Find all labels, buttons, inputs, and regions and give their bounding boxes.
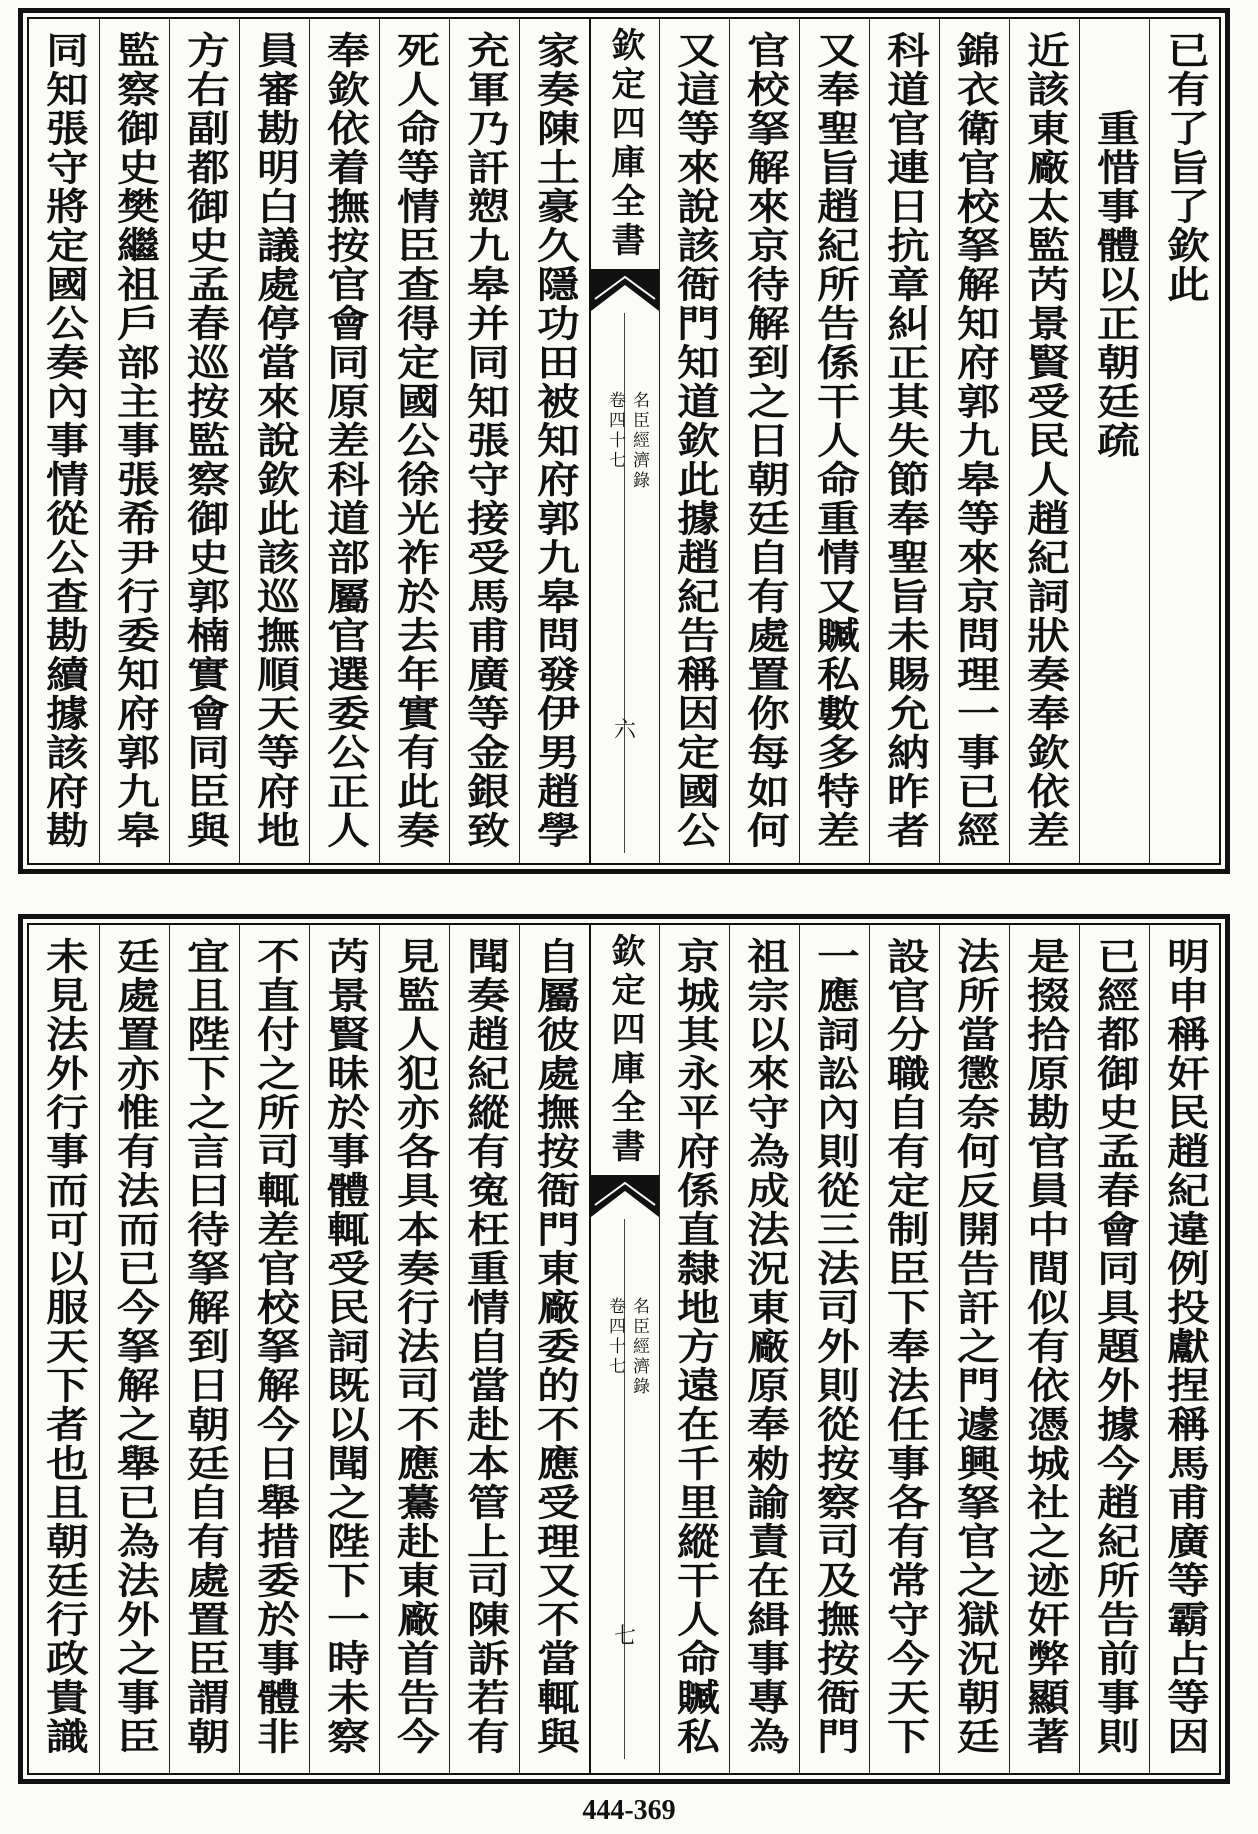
column-text: 奉欽依着撫按官會同原差科道部屬官選委公正人 bbox=[319, 31, 371, 850]
text-column bbox=[519, 925, 589, 1773]
text-column bbox=[29, 925, 99, 1773]
bottom-page-frame bbox=[27, 923, 1221, 1775]
text-column bbox=[99, 19, 169, 863]
column-text: 監察御史樊繼祖戶部主事張希尹行委知府郭九皋 bbox=[109, 31, 161, 850]
text-column bbox=[1149, 925, 1219, 1773]
column-text: 是掇拾原勘官員中間似有依憑城社之迹奸弊顯著 bbox=[1019, 937, 1071, 1756]
bottom-page-panel bbox=[18, 914, 1230, 1784]
column-text: 法所當懲奈何反開告訐之門遽興拏官之獄況朝廷 bbox=[949, 937, 1001, 1756]
collection-title: 欽定四庫全書 bbox=[605, 933, 645, 1167]
fishtail-mark-icon bbox=[591, 1175, 659, 1219]
leaf-number: 七 bbox=[613, 1624, 636, 1649]
text-column bbox=[309, 19, 379, 863]
text-column bbox=[169, 19, 239, 863]
text-column bbox=[239, 925, 309, 1773]
column-text: 充軍乃訐愬九皋并同知張守接受馬甫廣等金銀致 bbox=[459, 31, 511, 850]
text-column bbox=[1079, 925, 1149, 1773]
text-column bbox=[1149, 19, 1219, 863]
text-column bbox=[729, 925, 799, 1773]
text-column bbox=[939, 925, 1009, 1773]
column-text: 近該東廠太監芮景賢受民人趙紀詞狀奏奉欽依差 bbox=[1019, 31, 1071, 850]
volume-number: 卷四十七 bbox=[605, 1297, 625, 1377]
column-text: 科道官連日抗章糾正其失節奉聖旨未賜允納昨者 bbox=[879, 31, 931, 850]
book-title: 名臣經濟錄 bbox=[629, 391, 649, 491]
top-page-frame bbox=[27, 17, 1221, 865]
text-column bbox=[799, 925, 869, 1773]
text-column bbox=[239, 19, 309, 863]
column-text: 自屬彼處撫按衙門東廠委的不應受理又不當輒與 bbox=[529, 937, 581, 1756]
column-text: 明申稱奸民趙紀違例投獻捏稱馬甫廣等霸占等因 bbox=[1159, 937, 1211, 1756]
center-fold-column bbox=[589, 925, 659, 1773]
text-column bbox=[1009, 925, 1079, 1773]
text-column bbox=[659, 19, 729, 863]
column-text: 已經都御史孟春會同具題外據今趙紀所告前事則 bbox=[1089, 937, 1141, 1756]
memorial-title: 重惜事體以正朝廷疏 bbox=[1089, 109, 1141, 460]
scan-page-label: 444-369 bbox=[582, 1795, 676, 1826]
column-text: 已有了旨了欽此 bbox=[1159, 31, 1211, 304]
text-column bbox=[379, 19, 449, 863]
column-text: 未見法外行事而可以服天下者也且朝廷行政貴識 bbox=[38, 937, 90, 1756]
fishtail-mark-icon bbox=[591, 269, 659, 313]
text-column bbox=[169, 925, 239, 1773]
volume-number: 卷四十七 bbox=[605, 391, 625, 471]
text-column bbox=[29, 19, 99, 863]
text-column bbox=[379, 925, 449, 1773]
text-column bbox=[869, 925, 939, 1773]
text-column bbox=[519, 19, 589, 863]
text-column bbox=[729, 19, 799, 863]
column-text: 又這等來說該衙門知道欽此據趙紀告稱因定國公 bbox=[669, 31, 721, 850]
column-text: 官校拏解來京待解到之日朝廷自有處置你每如何 bbox=[739, 31, 791, 850]
text-column bbox=[869, 19, 939, 863]
column-text: 方右副都御史孟春巡按監察御史郭楠實會同臣與 bbox=[179, 31, 231, 850]
text-column bbox=[309, 925, 379, 1773]
column-text: 聞奏趙紀縱有寃枉重情自當赴本管上司陳訴若有 bbox=[459, 937, 511, 1756]
text-column bbox=[1009, 19, 1079, 863]
column-text: 祖宗以來守為成法況東廠原奉勑諭責在緝事專為 bbox=[739, 937, 791, 1756]
text-column bbox=[939, 19, 1009, 863]
text-column bbox=[99, 925, 169, 1773]
column-text: 廷處置亦惟有法而已今拏解之舉已為法外之事臣 bbox=[109, 937, 161, 1756]
text-column bbox=[449, 925, 519, 1773]
column-text: 宜且陛下之言曰待拏解到日朝廷自有處置臣謂朝 bbox=[179, 937, 231, 1756]
text-column bbox=[799, 19, 869, 863]
leaf-number: 六 bbox=[613, 718, 636, 743]
column-text: 不直付之所司輒差官校拏解今日舉措委於事體非 bbox=[249, 937, 301, 1756]
text-column bbox=[659, 925, 729, 1773]
column-text: 又奉聖旨趙紀所告係干人命重情又贓私數多特差 bbox=[809, 31, 861, 850]
column-text: 錦衣衛官校拏解知府郭九皋等來京問理一事已經 bbox=[949, 31, 1001, 850]
center-fold-column bbox=[589, 19, 659, 863]
column-text: 同知張守將定國公奏內事情從公查勘續據該府勘 bbox=[38, 31, 90, 850]
book-title: 名臣經濟錄 bbox=[629, 1297, 649, 1397]
column-text: 京城其永平府係直隸地方遠在千里縱干人命贓私 bbox=[669, 937, 721, 1756]
column-text: 一應詞訟內則從三法司外則從按察司及撫按衙門 bbox=[809, 937, 861, 1756]
collection-title: 欽定四庫全書 bbox=[605, 27, 645, 261]
column-text: 設官分職自有定制臣下奉法任事各有常守今天下 bbox=[879, 937, 931, 1756]
column-text: 死人命等情臣查得定國公徐光祚於去年實有此奏 bbox=[389, 31, 441, 850]
column-text: 芮景賢昧於事體輒受民詞既以聞之陛下一時未察 bbox=[319, 937, 371, 1756]
column-text: 員審勘明白議處停當來說欽此該巡撫順天等府地 bbox=[249, 31, 301, 850]
text-column bbox=[449, 19, 519, 863]
text-column bbox=[1079, 19, 1149, 863]
column-text: 見監人犯亦各具本奏行法司不應驀赴東廠首告今 bbox=[389, 937, 441, 1756]
column-text: 家奏陳土豪久隱功田被知府郭九皋問發伊男趙學 bbox=[529, 31, 581, 850]
top-page-panel bbox=[18, 8, 1230, 874]
